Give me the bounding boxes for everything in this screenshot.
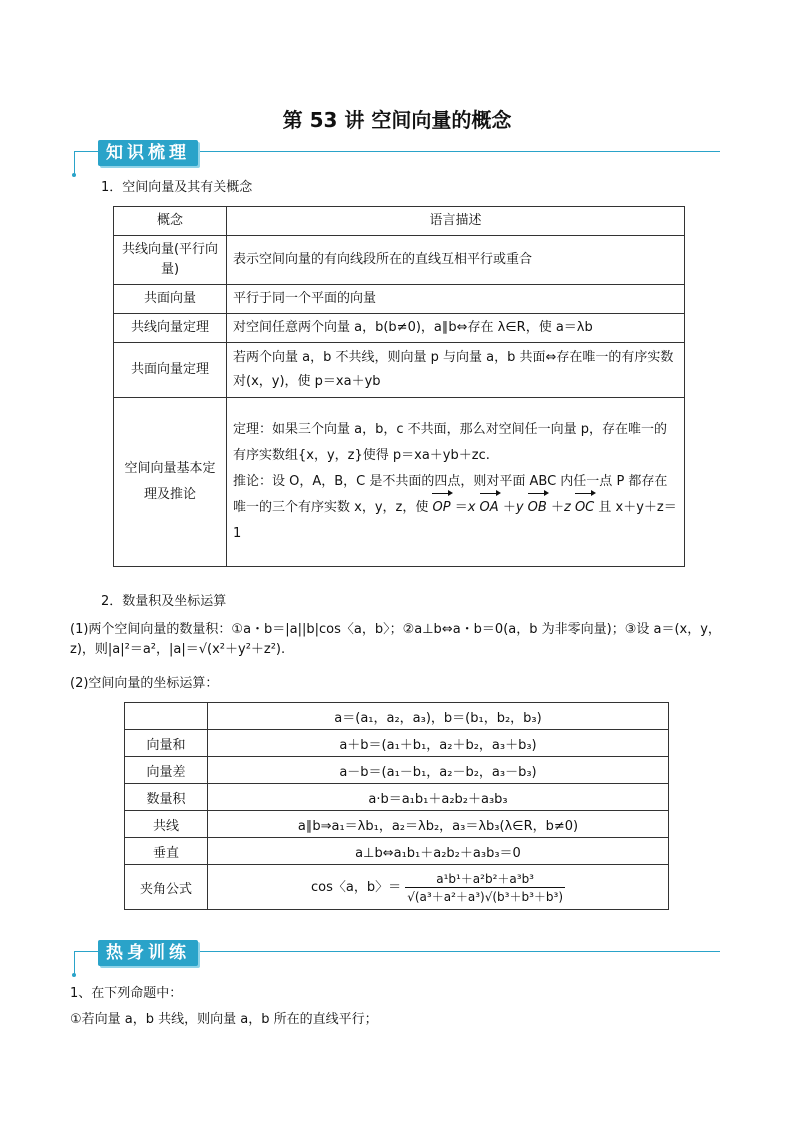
corollary-text-a: 推论：设 O，A，B，C 是不共面的四点，则对平面 ABC 内任一点 P 都存在唯一的三个有序实数 x，y，z，使 bbox=[233, 474, 668, 515]
table-row bbox=[114, 285, 685, 314]
concept-cell: 共面向量定理 bbox=[114, 343, 227, 398]
fraction-denominator: √(a³＋a²＋a³)√(b³＋b³＋b³) bbox=[407, 889, 564, 904]
angle-fraction bbox=[405, 870, 565, 905]
concept-cell: 空间向量基本定理及推论 bbox=[114, 398, 227, 567]
part2-p1: (1)两个空间向量的数量积：①a・b＝|a||b|cos〈a，b〉；②a⊥b⇔a・b＝0(a，b 为非零向量)；③设 a＝(x，y，z)，则|a|²＝a²，|a|＝√(x²＋y²＋z²). bbox=[70, 622, 721, 657]
name-cell: 向量差 bbox=[125, 757, 208, 784]
desc-cell: 平行于同一个平面的向量 bbox=[227, 285, 685, 314]
concept-cell: 共面向量 bbox=[114, 285, 227, 314]
part1-heading: 1．空间向量及其有关概念 bbox=[101, 180, 253, 195]
header-cell: a＝(a₁，a₂，a₃)，b＝(b₁，b₂，b₃) bbox=[208, 703, 669, 730]
cos-label: cos〈a，b〉＝ bbox=[310, 879, 402, 895]
part2-heading: 2．数量积及坐标运算 bbox=[101, 594, 227, 609]
name-cell: 夹角公式 bbox=[125, 865, 208, 910]
formula-cell: a·b＝a₁b₁＋a₂b₂＋a₃b₃ bbox=[208, 784, 669, 811]
page-title: 第 53 讲 空间向量的概念 bbox=[282, 108, 512, 132]
formula-cell bbox=[208, 865, 669, 910]
concept-table bbox=[113, 206, 685, 567]
concept-cell: 共线向量定理 bbox=[114, 314, 227, 343]
name-cell: 垂直 bbox=[125, 838, 208, 865]
table-row bbox=[114, 207, 685, 236]
table-row bbox=[125, 757, 669, 784]
formula-cell: a∥b⇒a₁＝λb₁，a₂＝λb₂，a₃＝λb₃(λ∈R，b≠0) bbox=[208, 811, 669, 838]
table-row bbox=[125, 838, 669, 865]
vector-ob: OB bbox=[528, 495, 547, 521]
name-cell: 共线 bbox=[125, 811, 208, 838]
corollary-text-b: 且 x＋y＋z＝1 bbox=[233, 500, 677, 541]
concept-cell: 共线向量(平行向量) bbox=[114, 236, 227, 285]
section-tag-knowledge: 知识梳理 bbox=[98, 140, 198, 166]
exercise-item: ①若向量 a，b 共线，则向量 a，b 所在的直线平行； bbox=[70, 1012, 378, 1027]
table-row bbox=[125, 865, 669, 910]
desc-cell: 对空间任意两个向量 a，b(b≠0)，a∥b⇔存在 λ∈R，使 a＝λb bbox=[227, 314, 685, 343]
header-cell: 语言描述 bbox=[227, 207, 685, 236]
fraction-numerator: a¹b¹＋a²b²＋a³b³ bbox=[405, 870, 565, 888]
name-cell: 数量积 bbox=[125, 784, 208, 811]
table-row bbox=[114, 398, 685, 567]
table-row bbox=[125, 730, 669, 757]
formula-cell: a－b＝(a₁－b₁，a₂－b₂，a₃－b₃) bbox=[208, 757, 669, 784]
header-cell: 概念 bbox=[114, 207, 227, 236]
table-row bbox=[125, 703, 669, 730]
exercise-question: 1、在下列命题中： bbox=[70, 986, 183, 1001]
desc-cell: 表示空间向量的有向线段所在的直线互相平行或重合 bbox=[227, 236, 685, 285]
desc-cell bbox=[227, 398, 685, 567]
formula-cell: a＋b＝(a₁＋b₁，a₂＋b₂，a₃＋b₃) bbox=[208, 730, 669, 757]
table-row bbox=[114, 236, 685, 285]
table-row bbox=[114, 343, 685, 398]
name-cell: 向量和 bbox=[125, 730, 208, 757]
formula-cell: a⊥b⇔a₁b₁＋a₂b₂＋a₃b₃＝0 bbox=[208, 838, 669, 865]
theorem-text: 定理：如果三个向量 a，b，c 不共面，那么对空间任一向量 p，存在唯一的有序实数组{x，y，z}使得 p＝xa＋yb＋zc. bbox=[233, 422, 668, 463]
header-empty-cell bbox=[125, 703, 208, 730]
desc-cell: 若两个向量 a，b 不共线，则向量 p 与向量 a，b 共面⇔存在唯一的有序实数对(x，y)，使 p＝xa＋yb bbox=[227, 343, 685, 398]
section-tag-warmup: 热身训练 bbox=[98, 940, 198, 966]
corollary-text: 推论：设 O，A，B，C 是不共面的四点，则对平面 ABC 内任一点 P 都存在唯一的三个有序实数 x，y，z，使 OP ＝x OA ＋y OB ＋z OC 且 x＋y＋z＝1 bbox=[233, 474, 677, 541]
section-header-warmup bbox=[74, 940, 720, 970]
table-row bbox=[125, 811, 669, 838]
vector-op: OP bbox=[432, 495, 450, 521]
part2-p2: (2)空间向量的坐标运算： bbox=[70, 676, 219, 691]
table-row bbox=[114, 314, 685, 343]
section-header-knowledge bbox=[74, 140, 720, 170]
vector-oa: OA bbox=[480, 495, 499, 521]
table-row bbox=[125, 784, 669, 811]
vector-oc: OC bbox=[575, 495, 594, 521]
coordinate-table bbox=[124, 702, 669, 910]
